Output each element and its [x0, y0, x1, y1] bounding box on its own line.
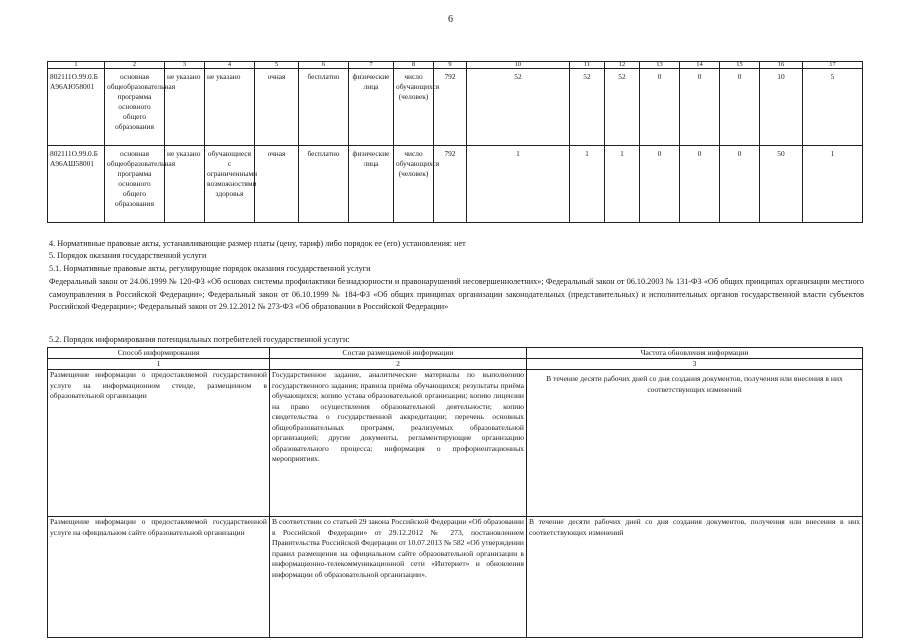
table-header-row	[48, 62, 863, 69]
cell-value: 1	[467, 146, 570, 223]
info-frequency: В течение десяти рабочих дней со дня создания документов, получения или внесения в них соответствующих изменений	[527, 370, 863, 517]
cell-value: 52	[570, 69, 605, 146]
cell-value: физические лица	[349, 69, 394, 146]
table-row	[48, 517, 863, 638]
section-5-1: 5.1. Нормативные правовые акты, регулирующие порядок оказания государственной услуги	[49, 264, 371, 273]
info-method: Размещение информации о предоставляемой государственной услуге на информационном стенде, размещенном в образовательной организации	[48, 370, 270, 517]
section-5-2: 5.2. Порядок информирования потенциальных потребителей государственной услуги:	[49, 335, 350, 344]
volume-indicators-table	[47, 61, 863, 223]
table-number-row	[48, 359, 863, 370]
col-number: 15	[720, 62, 760, 69]
col-number: 8	[394, 62, 434, 69]
cell-value: физические лица	[349, 146, 394, 223]
table-row	[48, 69, 863, 146]
cell-value: 50	[760, 146, 803, 223]
cell-value: бесплатно	[299, 146, 349, 223]
program-name: основная общеобразовательная программа основного общего образования	[105, 69, 165, 146]
cell-value: 1	[803, 146, 863, 223]
table-row	[48, 370, 863, 517]
page-number: 6	[448, 14, 453, 25]
cell-value: 1	[605, 146, 640, 223]
col-number: 12	[605, 62, 640, 69]
cell-value: обучающиеся с ограниченными возможностями здоровья	[205, 146, 255, 223]
col-number: 13	[640, 62, 680, 69]
col-number: 17	[803, 62, 863, 69]
cell-value: не указано	[205, 69, 255, 146]
cell-value: 10	[760, 69, 803, 146]
registry-code: 802111О.99.0.БА96АШ58001	[48, 146, 105, 223]
cell-value: 0	[720, 69, 760, 146]
cell-value: 0	[680, 146, 720, 223]
cell-value: очная	[255, 146, 299, 223]
info-content: Государственное задание, аналитические материалы по выполнению государственного задания; правила приёма обучающихся; результаты приёма обучающихся; копию устава образовательной организации; копию лицензии на право осуществления образовательной деятельности; копию свидетельства о государственной аккредитации; перечень основных общеобразовательных программ, реализуемых образовательной организацией; другие документы, регламентирующие организацию образовательного процесса; информация о профориентационных мероприятиях.	[270, 370, 527, 517]
col-number: 7	[349, 62, 394, 69]
cell-value: не указано	[165, 146, 205, 223]
section-5-1-text: Федеральный закон от 24.06.1999 № 120-ФЗ «Об основах системы профилактики безнадзорности и правонарушений несовершеннолетних»; Федеральный закон от 06.10.2003 № 131-ФЗ «Об общих принципах организации местного самоуправления в Российской Федерации»; Федеральный закон от 06.10.1999 № 184-ФЗ «Об общих принципах организации законодательных (представительных) и исполнительных органов государственной власти субъектов Российской Федерации»; Федеральный закон от 29.12.2012 № 273-ФЗ «Об образовании в Российской Федерации»	[49, 277, 864, 311]
cell-value: 52	[605, 69, 640, 146]
col-number: 4	[205, 62, 255, 69]
col-number: 3	[165, 62, 205, 69]
col-number: 14	[680, 62, 720, 69]
cell-value: число обучающихся (человек)	[394, 146, 434, 223]
cell-value: число обучающихся (человек)	[394, 69, 434, 146]
col-number: 11	[570, 62, 605, 69]
cell-value: 5	[803, 69, 863, 146]
table-row	[48, 146, 863, 223]
info-method: Размещение информации о предоставляемой государственной услуге на официальном сайте образовательной организации	[48, 517, 270, 638]
header-method: Способ информирования	[48, 348, 270, 359]
cell-value: 792	[434, 69, 467, 146]
registry-code: 802111О.99.0.БА96АЮ58001	[48, 69, 105, 146]
col-number: 10	[467, 62, 570, 69]
cell-value: 0	[640, 146, 680, 223]
col-number: 1	[48, 62, 105, 69]
header-frequency: Частота обновления информации	[527, 348, 863, 359]
col-number: 2	[105, 62, 165, 69]
cell-value: бесплатно	[299, 69, 349, 146]
program-name: основная общеобразовательная программа основного общего образования	[105, 146, 165, 223]
header-content: Состав размещаемой информации	[270, 348, 527, 359]
section-4: 4. Нормативные правовые акты, устанавливающие размер платы (цену, тариф) либо порядок ее (его) установления: нет	[49, 239, 466, 248]
col-number: 3	[527, 359, 863, 370]
cell-value: не указано	[165, 69, 205, 146]
cell-value: 792	[434, 146, 467, 223]
info-frequency: В течение десяти рабочих дней со дня создания документов, получения или внесения в них соответствующих изменений	[527, 517, 863, 638]
col-number: 16	[760, 62, 803, 69]
col-number: 6	[299, 62, 349, 69]
information-table	[47, 347, 863, 638]
col-number: 5	[255, 62, 299, 69]
cell-value: 0	[720, 146, 760, 223]
cell-value: 0	[640, 69, 680, 146]
cell-value: 0	[680, 69, 720, 146]
col-number: 9	[434, 62, 467, 69]
col-number: 1	[48, 359, 270, 370]
col-number: 2	[270, 359, 527, 370]
cell-value: 1	[570, 146, 605, 223]
table-header-row	[48, 348, 863, 359]
cell-value: очная	[255, 69, 299, 146]
cell-value: 52	[467, 69, 570, 146]
section-5: 5. Порядок оказания государственной услуги	[49, 251, 207, 260]
info-content: В соответствии со статьей 29 закона Российской Федерации «Об образовании в Российской Федерации» от 29.12.2012 № 273, постановлением Правительства Российской Федерации от 10.07.2013 № 582 «Об утверждении правил размещения на официальном сайте образовательной организации в информационно-телекоммуникационной сети «Интернет» и обновления информации об образовательной организации».	[270, 517, 527, 638]
